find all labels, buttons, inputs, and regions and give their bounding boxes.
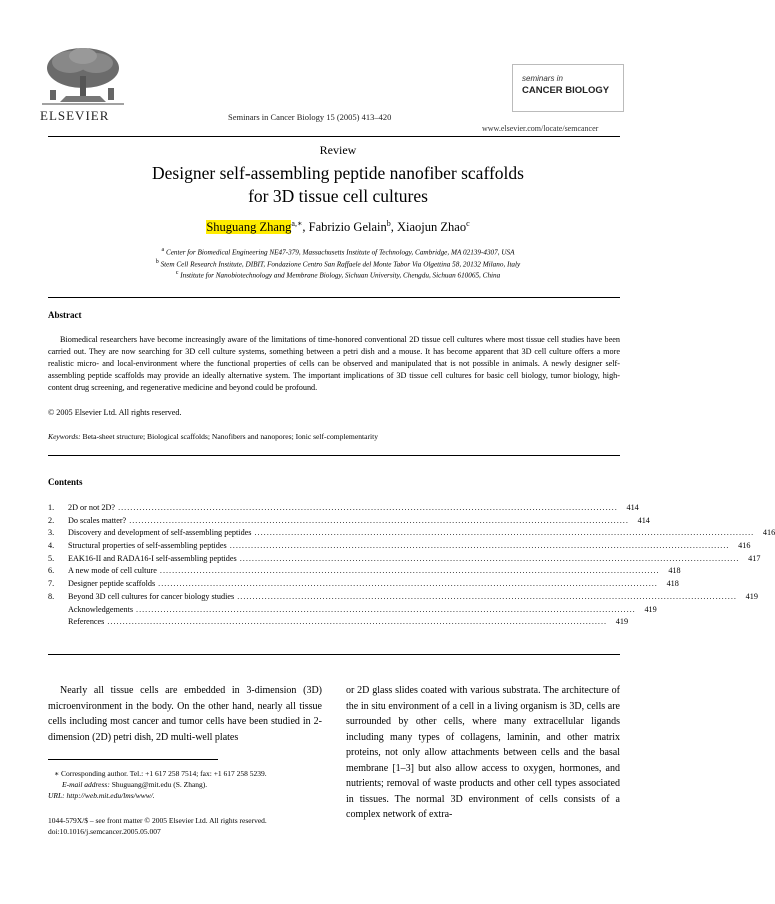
author-affiliation-mark: b — [386, 219, 391, 228]
toc-leader: .................................................................................................................................................................... — [237, 591, 737, 601]
corresponding-author-footnote: ∗ Corresponding author. Tel.: +1 617 258 7514; fax: +1 617 258 5239. — [54, 769, 267, 778]
toc-title: Designer peptide scaffolds — [68, 579, 156, 589]
toc-title: A new mode of cell culture — [68, 566, 157, 576]
author-list — [60, 219, 616, 235]
article-title — [60, 162, 616, 208]
toc-title: References — [68, 617, 105, 627]
toc-page: 414 — [626, 503, 639, 512]
article-type: Review — [319, 143, 357, 157]
toc-title: Structural properties of self-assembling peptides — [68, 541, 227, 551]
affiliation-mark: c — [175, 270, 179, 276]
toc-page: 419 — [644, 604, 657, 614]
url-link[interactable]: http://web.mit.edu/lms/www/. — [66, 791, 155, 800]
toc-title: Discovery and development of self-assembling peptides — [68, 528, 252, 538]
affiliation — [60, 259, 616, 268]
toc-number: 4. — [48, 541, 55, 551]
toc-page: 418 — [668, 566, 681, 576]
header-rule — [48, 136, 620, 137]
toc-title: Acknowledgements — [68, 604, 134, 614]
toc-entry[interactable] — [48, 604, 657, 618]
url-label: URL: — [48, 791, 65, 800]
author-affiliation-mark: c — [466, 219, 470, 228]
toc-leader: .................................................................................................................................................................... — [118, 503, 618, 512]
toc-number: 6. — [48, 566, 55, 576]
toc-page: 416 — [762, 528, 775, 538]
issn-line: 1044-579X/$ – see front matter © 2005 Elsevier Ltd. All rights reserved. — [48, 816, 267, 825]
table-of-contents — [48, 503, 775, 630]
toc-leader: .................................................................................................................................................................... — [239, 553, 740, 563]
author-separator: , — [302, 220, 309, 235]
journal-url-link[interactable]: www.elsevier.com/locate/semcancer — [482, 124, 599, 133]
affiliation-text: Institute for Nanobiotechnology and Membrane Biology, Sichuan University, Chengdu, Sichuan 610065, China — [180, 271, 501, 280]
affiliation-text: Center for Biomedical Engineering NE47-379, Massachusetts Institute of Technology, Cambridge, MA 02139-4307, USA — [165, 248, 515, 257]
toc-entry[interactable] — [48, 515, 650, 529]
toc-leader: .................................................................................................................................................................... — [159, 566, 660, 576]
toc-number: 5. — [48, 553, 55, 563]
toc-page: 414 — [637, 515, 650, 525]
toc-page: 417 — [748, 553, 761, 563]
toc-entry[interactable] — [48, 503, 639, 516]
keywords-label: Keywords: — [48, 432, 81, 441]
toc-leader: .................................................................................................................................................................... — [158, 579, 658, 589]
toc-title: Do scales matter? — [68, 515, 127, 525]
toc-entry[interactable] — [48, 528, 775, 541]
toc-leader: .................................................................................................................................................................... — [229, 541, 730, 551]
author-affiliation-mark: a,∗ — [291, 219, 303, 228]
toc-number: 8. — [48, 591, 55, 601]
doi-line[interactable]: doi:10.1016/j.semcancer.2005.05.007 — [48, 827, 161, 836]
toc-entry[interactable] — [48, 617, 629, 630]
author-name[interactable]: Xiaojun Zhao — [397, 220, 467, 235]
affiliation-text: Stem Cell Research Institute, DIBIT, Fondazione Centro San Raffaele del Monte Tabor Via Olgettina 58, 20132 Milano, Italy — [160, 260, 521, 269]
toc-leader: .................................................................................................................................................................... — [136, 604, 636, 614]
abstract-paragraph: Biomedical researchers have become increasingly aware of the limitations of time-honored conventional 2D tissue cell cultures where most tissue cell studies have been carried out. They are now searching for 3D cell culture systems, something between a petri dish and a mouse. It has become apparent that 3D cell culture offers a more realistic micro- and local-environment where the functional properties of cells can be observed and manipulated that is not possible in animals. A newly designer self-assembling peptide scaffolds may provide an ideally alternative system. The important implications of 3D tissue cell cultures for basic cell biology, tumor biology, high-content drug screening, and regenerative medicine and beyond could be profound. — [48, 335, 620, 392]
keywords-text: Beta-sheet structure; Biological scaffolds; Nanofibers and nanopores; Ionic self-complementarity — [82, 432, 379, 441]
author-separator: , — [390, 220, 397, 235]
toc-number: 3. — [48, 528, 55, 538]
url-footnote — [48, 790, 328, 801]
body-right-column: or 2D glass slides coated with various substrata. The architecture of the in situ environment of a cell in a living organism is 3D, cells are surrounded by other cells, where many extracellular ligands including many types of collagens, laminin, and other matrix proteins, not only allow attachments between cells and the basal membrane [1–3] but also allow access to oxygen, hormones, and nutrients; removal of waste products and other cell types associated in tissues. The normal 3D environment of cells consists of a complex network of extra- — [346, 685, 620, 820]
affiliation-mark: a — [161, 247, 165, 253]
toc-leader: .................................................................................................................................................................... — [254, 528, 755, 538]
toc-number: 1. — [48, 503, 55, 512]
toc-entry[interactable] — [48, 591, 758, 605]
email-link[interactable]: Shuguang@mit.edu (S. Zhang). — [111, 780, 208, 789]
contents-heading: Contents — [48, 477, 83, 487]
title-line-1: Designer self-assembling peptide nanofiber scaffolds — [152, 163, 524, 183]
author-name[interactable]: Shuguang Zhang — [206, 220, 292, 235]
toc-title: 2D or not 2D? — [68, 503, 116, 512]
affiliation — [60, 270, 616, 279]
toc-entry[interactable] — [48, 553, 761, 567]
journal-brand-series: seminars in — [522, 74, 563, 83]
journal-reference: Seminars in Cancer Biology 15 (2005) 413–420 — [228, 112, 392, 122]
affiliation-mark: b — [155, 259, 159, 265]
body-left-column: Nearly all tissue cells are embedded in 3-dimension (3D) microenvironment in the body. On the other hand, nearly all tissue cells including most cancer and tumor cells have been studied in 2-dimension (2D) petri dish, 2D multi-well plates — [48, 685, 322, 743]
toc-entry[interactable] — [48, 541, 751, 554]
toc-page: 418 — [666, 579, 679, 589]
email-label: E-mail address: — [62, 780, 110, 789]
toc-leader: .................................................................................................................................................................... — [107, 617, 608, 627]
abstract-copyright: © 2005 Elsevier Ltd. All rights reserved. — [48, 408, 182, 417]
body-top-rule — [48, 654, 620, 655]
title-line-2: for 3D tissue cell cultures — [248, 186, 428, 206]
toc-entry[interactable] — [48, 579, 679, 592]
abstract-heading: Abstract — [48, 310, 82, 320]
abstract-top-rule — [48, 297, 620, 298]
toc-number: 2. — [48, 515, 55, 525]
publisher-name: ELSEVIER — [40, 108, 110, 123]
toc-leader: .................................................................................................................................................................... — [129, 515, 629, 525]
toc-entry[interactable] — [48, 566, 681, 579]
abstract-text — [48, 334, 620, 394]
toc-page: 419 — [745, 591, 758, 601]
toc-page: 419 — [615, 617, 629, 627]
keywords — [48, 432, 620, 441]
toc-title: Beyond 3D cell cultures for cancer biology studies — [68, 591, 235, 601]
author-name[interactable]: Fabrizio Gelain — [308, 220, 387, 235]
email-footnote — [48, 779, 342, 790]
contents-top-rule — [48, 455, 620, 456]
toc-number: 7. — [48, 579, 55, 589]
toc-title: EAK16-II and RADA16-I self-assembling peptides — [68, 553, 237, 563]
footnote-rule — [48, 759, 218, 760]
affiliation — [60, 247, 616, 256]
toc-page: 416 — [738, 541, 751, 551]
journal-brand-name: CANCER BIOLOGY — [522, 85, 610, 96]
